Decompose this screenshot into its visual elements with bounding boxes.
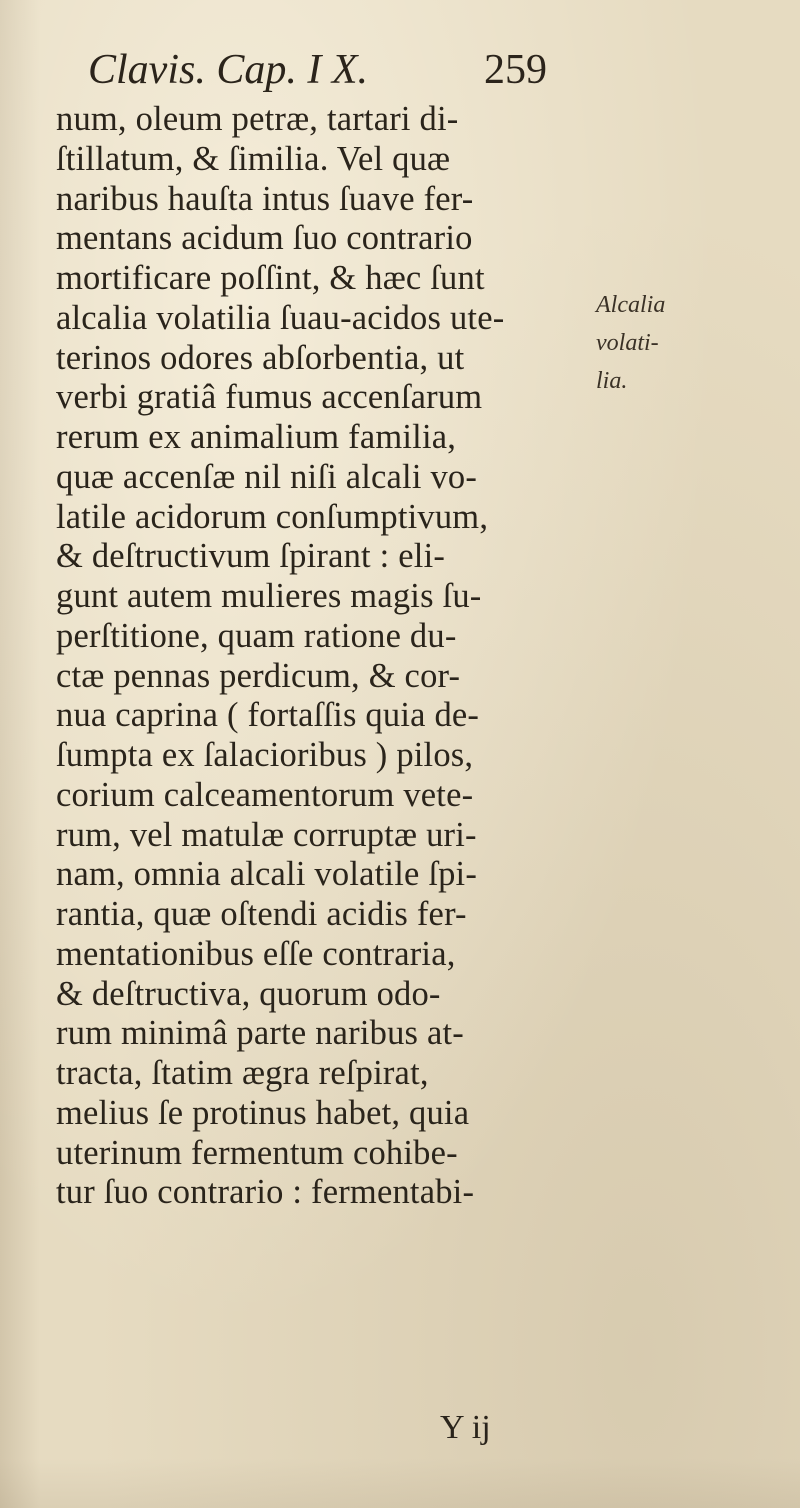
- text-line: melius ſe protinus habet, quia: [56, 1093, 470, 1132]
- text-line: mentans acidum ſuo contrario: [56, 219, 473, 258]
- page-number: 259: [484, 47, 547, 93]
- text-line: nam, omnia alcali volatile ſpi-: [56, 855, 478, 894]
- text-line: verbi gratiâ fumus accenſarum: [56, 378, 483, 417]
- running-header: [88, 44, 588, 96]
- text-line: rum minimâ parte naribus at-: [56, 1014, 464, 1053]
- text-line: tur ſuo contrario : fermentabi-: [56, 1173, 475, 1212]
- text-line: rantia, quæ oſtendi acidis fer-: [56, 895, 467, 933]
- text-line: rum, vel matulæ corruptæ uri-: [56, 815, 477, 854]
- text-line: mentationibus eſſe contraria,: [56, 934, 456, 973]
- text-line: uterinum fermentum cohibe-: [56, 1133, 458, 1172]
- margin-note-line: Alcalia: [596, 292, 666, 318]
- text-line: latile acidorum conſumptivum,: [56, 497, 489, 536]
- text-line: & deſtructiva, quorum odo-: [56, 974, 441, 1013]
- running-title: Clavis. Cap. I X.: [88, 47, 368, 93]
- text-line: mortificare poſſint, & hæc ſunt: [56, 259, 485, 297]
- text-line: tracta, ſtatim ægra reſpirat,: [56, 1054, 429, 1092]
- body-text: [56, 100, 576, 1213]
- text-line: quæ accenſæ nil niſi alcali vo-: [56, 457, 478, 496]
- text-line: terinos odores abſorbentia, ut: [56, 338, 465, 377]
- text-line: ctæ pennas perdicum, & cor-: [56, 656, 461, 695]
- text-line: num, oleum petræ, tartari di-: [56, 100, 459, 138]
- text-line: ſumpta ex ſalacioribus ) pilos,: [56, 736, 474, 774]
- text-line: perſtitione, quam ratione du-: [56, 616, 457, 655]
- text-line: alcalia volatilia ſuau-acidos ute-: [56, 298, 505, 337]
- margin-note-line: lia.: [596, 368, 628, 394]
- page-shadow: [0, 1458, 800, 1508]
- signature-mark: Y ij: [440, 1409, 491, 1446]
- text-line: corium calceamentorum vete-: [56, 775, 474, 814]
- text-line: ſtillatum, & ſimilia. Vel quæ: [56, 139, 451, 178]
- text-line: gunt autem mulieres magis ſu-: [56, 577, 482, 615]
- margin-note-line: volati-: [596, 330, 659, 356]
- text-line: & deſtructivum ſpirant : eli-: [56, 537, 446, 576]
- margin-note: [596, 286, 696, 400]
- text-line: nua caprina ( fortaſſis quia de-: [56, 696, 480, 735]
- text-line: rerum ex animalium familia,: [56, 418, 457, 456]
- text-line: naribus hauſta intus ſuave fer-: [56, 179, 474, 218]
